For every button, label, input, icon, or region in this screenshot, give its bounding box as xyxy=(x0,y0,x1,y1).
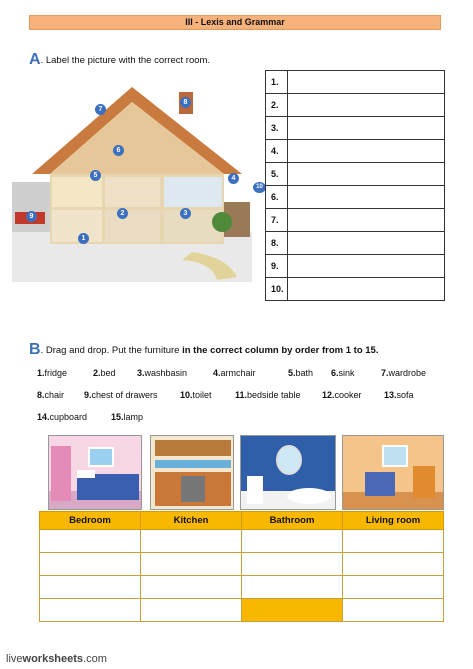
drop-cell[interactable] xyxy=(40,530,141,553)
bedroom-image xyxy=(48,435,142,510)
furniture-item[interactable]: 14.cupboard xyxy=(37,412,88,422)
furniture-item[interactable]: 6.sink xyxy=(331,368,355,378)
furniture-item[interactable]: 15.lamp xyxy=(111,412,144,422)
house-badge-4: 4 xyxy=(228,173,239,184)
house-badge-2: 2 xyxy=(117,208,128,219)
house-badge-9: 9 xyxy=(26,211,37,222)
furniture-item[interactable]: 8.chair xyxy=(37,390,65,400)
answer-row-number: 6. xyxy=(266,186,288,209)
answer-row-number: 8. xyxy=(266,232,288,255)
answer-input-8[interactable] xyxy=(288,232,445,255)
answer-input-9[interactable] xyxy=(288,255,445,278)
furniture-item[interactable]: 5.bath xyxy=(288,368,314,378)
answer-row xyxy=(266,209,445,232)
furniture-item[interactable]: 1.fridge xyxy=(37,368,68,378)
furniture-item[interactable]: 4.armchair xyxy=(213,368,256,378)
column-headers xyxy=(40,512,444,530)
section-a-title xyxy=(29,51,210,69)
furniture-item[interactable]: 10.toilet xyxy=(180,390,212,400)
furniture-item[interactable]: 11.bedside table xyxy=(235,390,301,400)
answer-input-4[interactable] xyxy=(288,140,445,163)
column-header-living-room: Living room xyxy=(343,512,444,530)
house-badge-10: 10 xyxy=(253,182,266,193)
drop-cell[interactable] xyxy=(40,576,141,599)
house-badge-8: 8 xyxy=(180,97,191,108)
answer-row xyxy=(266,278,445,301)
answer-input-2[interactable] xyxy=(288,94,445,117)
answer-input-5[interactable] xyxy=(288,163,445,186)
section-b-instruction: . Drag and drop. Put the furniture xyxy=(40,345,183,356)
answer-row-number: 7. xyxy=(266,209,288,232)
furniture-item[interactable]: 2.bed xyxy=(93,368,116,378)
furniture-item[interactable]: 13.sofa xyxy=(384,390,414,400)
house-badge-3: 3 xyxy=(180,208,191,219)
answer-input-6[interactable] xyxy=(288,186,445,209)
house-badge-7: 7 xyxy=(95,104,106,115)
drop-cell[interactable] xyxy=(141,553,242,576)
drop-cell[interactable] xyxy=(343,576,444,599)
house-cutaway-illustration xyxy=(12,82,252,282)
furniture-item[interactable]: 9.chest of drawers xyxy=(84,390,158,400)
drop-cell[interactable] xyxy=(343,553,444,576)
answer-row xyxy=(266,117,445,140)
section-b-title xyxy=(29,341,378,359)
section-header xyxy=(29,15,441,30)
answer-row xyxy=(266,71,445,94)
table-row xyxy=(40,530,444,553)
drop-cell[interactable] xyxy=(40,599,141,622)
drop-cell[interactable] xyxy=(40,553,141,576)
section-b-letter: B xyxy=(29,341,41,358)
section-b-instruction-bold: in the correct column by order from 1 to 15. xyxy=(182,345,379,356)
furniture-item[interactable]: 3.washbasin xyxy=(137,368,188,378)
answer-row-number: 4. xyxy=(266,140,288,163)
table-row xyxy=(40,576,444,599)
drop-cell[interactable] xyxy=(141,599,242,622)
furniture-item[interactable]: 7.wardrobe xyxy=(381,368,427,378)
answer-row xyxy=(266,232,445,255)
answer-input-7[interactable] xyxy=(288,209,445,232)
column-header-bathroom: Bathroom xyxy=(242,512,343,530)
furniture-item[interactable]: 12.cooker xyxy=(322,390,362,400)
answer-row xyxy=(266,186,445,209)
room-answer-table xyxy=(265,70,445,301)
answer-row-number: 1. xyxy=(266,71,288,94)
answer-input-10[interactable] xyxy=(288,278,445,301)
filled-cell xyxy=(242,599,343,622)
answer-row-number: 10. xyxy=(266,278,288,301)
house-badge-1: 1 xyxy=(78,233,89,244)
column-header-bedroom: Bedroom xyxy=(40,512,141,530)
answer-row xyxy=(266,163,445,186)
kitchen-image xyxy=(150,435,234,510)
answer-row xyxy=(266,255,445,278)
answer-input-1[interactable] xyxy=(288,71,445,94)
table-row xyxy=(40,599,444,622)
house-badge-6: 6 xyxy=(113,145,124,156)
answer-row-number: 5. xyxy=(266,163,288,186)
answer-input-3[interactable] xyxy=(288,117,445,140)
column-header-kitchen: Kitchen xyxy=(141,512,242,530)
answer-row-number: 9. xyxy=(266,255,288,278)
answer-row xyxy=(266,94,445,117)
drop-cell[interactable] xyxy=(141,576,242,599)
drop-cell[interactable] xyxy=(141,530,242,553)
section-a-letter: A xyxy=(29,51,41,68)
table-row xyxy=(40,553,444,576)
header-prefix: III - xyxy=(185,17,201,27)
answer-row-number: 3. xyxy=(266,117,288,140)
furniture-sorting-table xyxy=(39,511,444,622)
header-title: Lexis and Grammar xyxy=(200,17,285,27)
house-badge-5: 5 xyxy=(90,170,101,181)
living-room-image xyxy=(342,435,444,510)
answer-row xyxy=(266,140,445,163)
section-a-instruction: . Label the picture with the correct room. xyxy=(40,55,211,66)
drop-cell[interactable] xyxy=(343,530,444,553)
drop-cell[interactable] xyxy=(242,553,343,576)
drop-cell[interactable] xyxy=(242,530,343,553)
site-footer-logo: liveworksheets.com xyxy=(6,653,107,665)
bathroom-image xyxy=(240,435,336,510)
drop-cell[interactable] xyxy=(242,576,343,599)
answer-row-number: 2. xyxy=(266,94,288,117)
drop-cell[interactable] xyxy=(343,599,444,622)
